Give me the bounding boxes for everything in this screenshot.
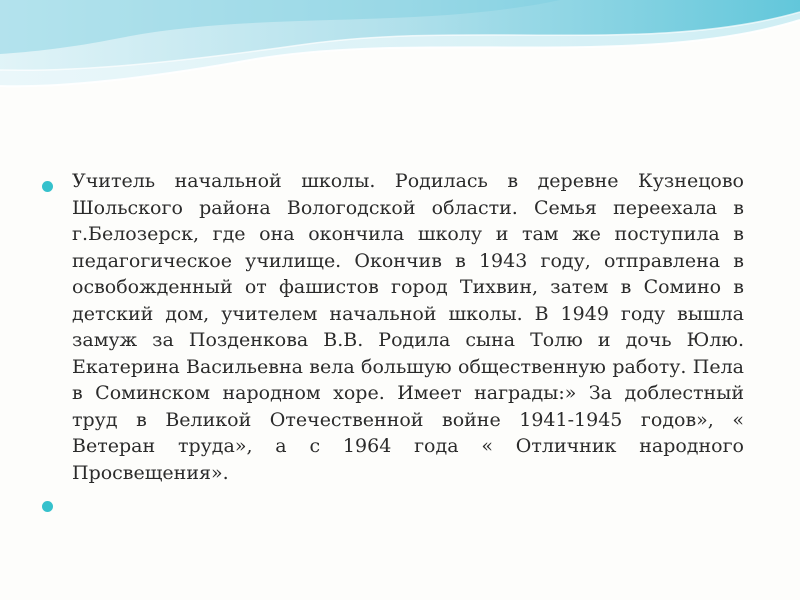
bullet-dot-icon: [42, 501, 53, 512]
wave-header-decoration: [0, 0, 800, 110]
content-area: [40, 168, 744, 522]
bullet-item: [40, 168, 744, 486]
bullet-text: Учитель начальной школы. Родилась в деревне Кузнецово Шольского района Вологодской области. Семья переехала в г.Белозерск, где она окончила школу и там же поступила в педагогическое училище. Окончив в 1943 году, отправлена в освобожденный от фашистов город Тихвин, затем в Сомино в детский дом, учителем начальной школы. В 1949 году вышла замуж за Позденкова В.В. Родила сына Толю и дочь Юлю. Екатерина Васильевна вела большую общественную работу. Пела в Соминском народном хоре. Имеет награды:» За доблестный труд в Великой Отечественной войне 1941-1945 годов», « Ветеран труда», а с 1964 года « Отличник народного Просвещения».: [72, 170, 744, 484]
empty-bullet-item: [40, 492, 744, 522]
bullet-dot-icon: [42, 181, 53, 192]
